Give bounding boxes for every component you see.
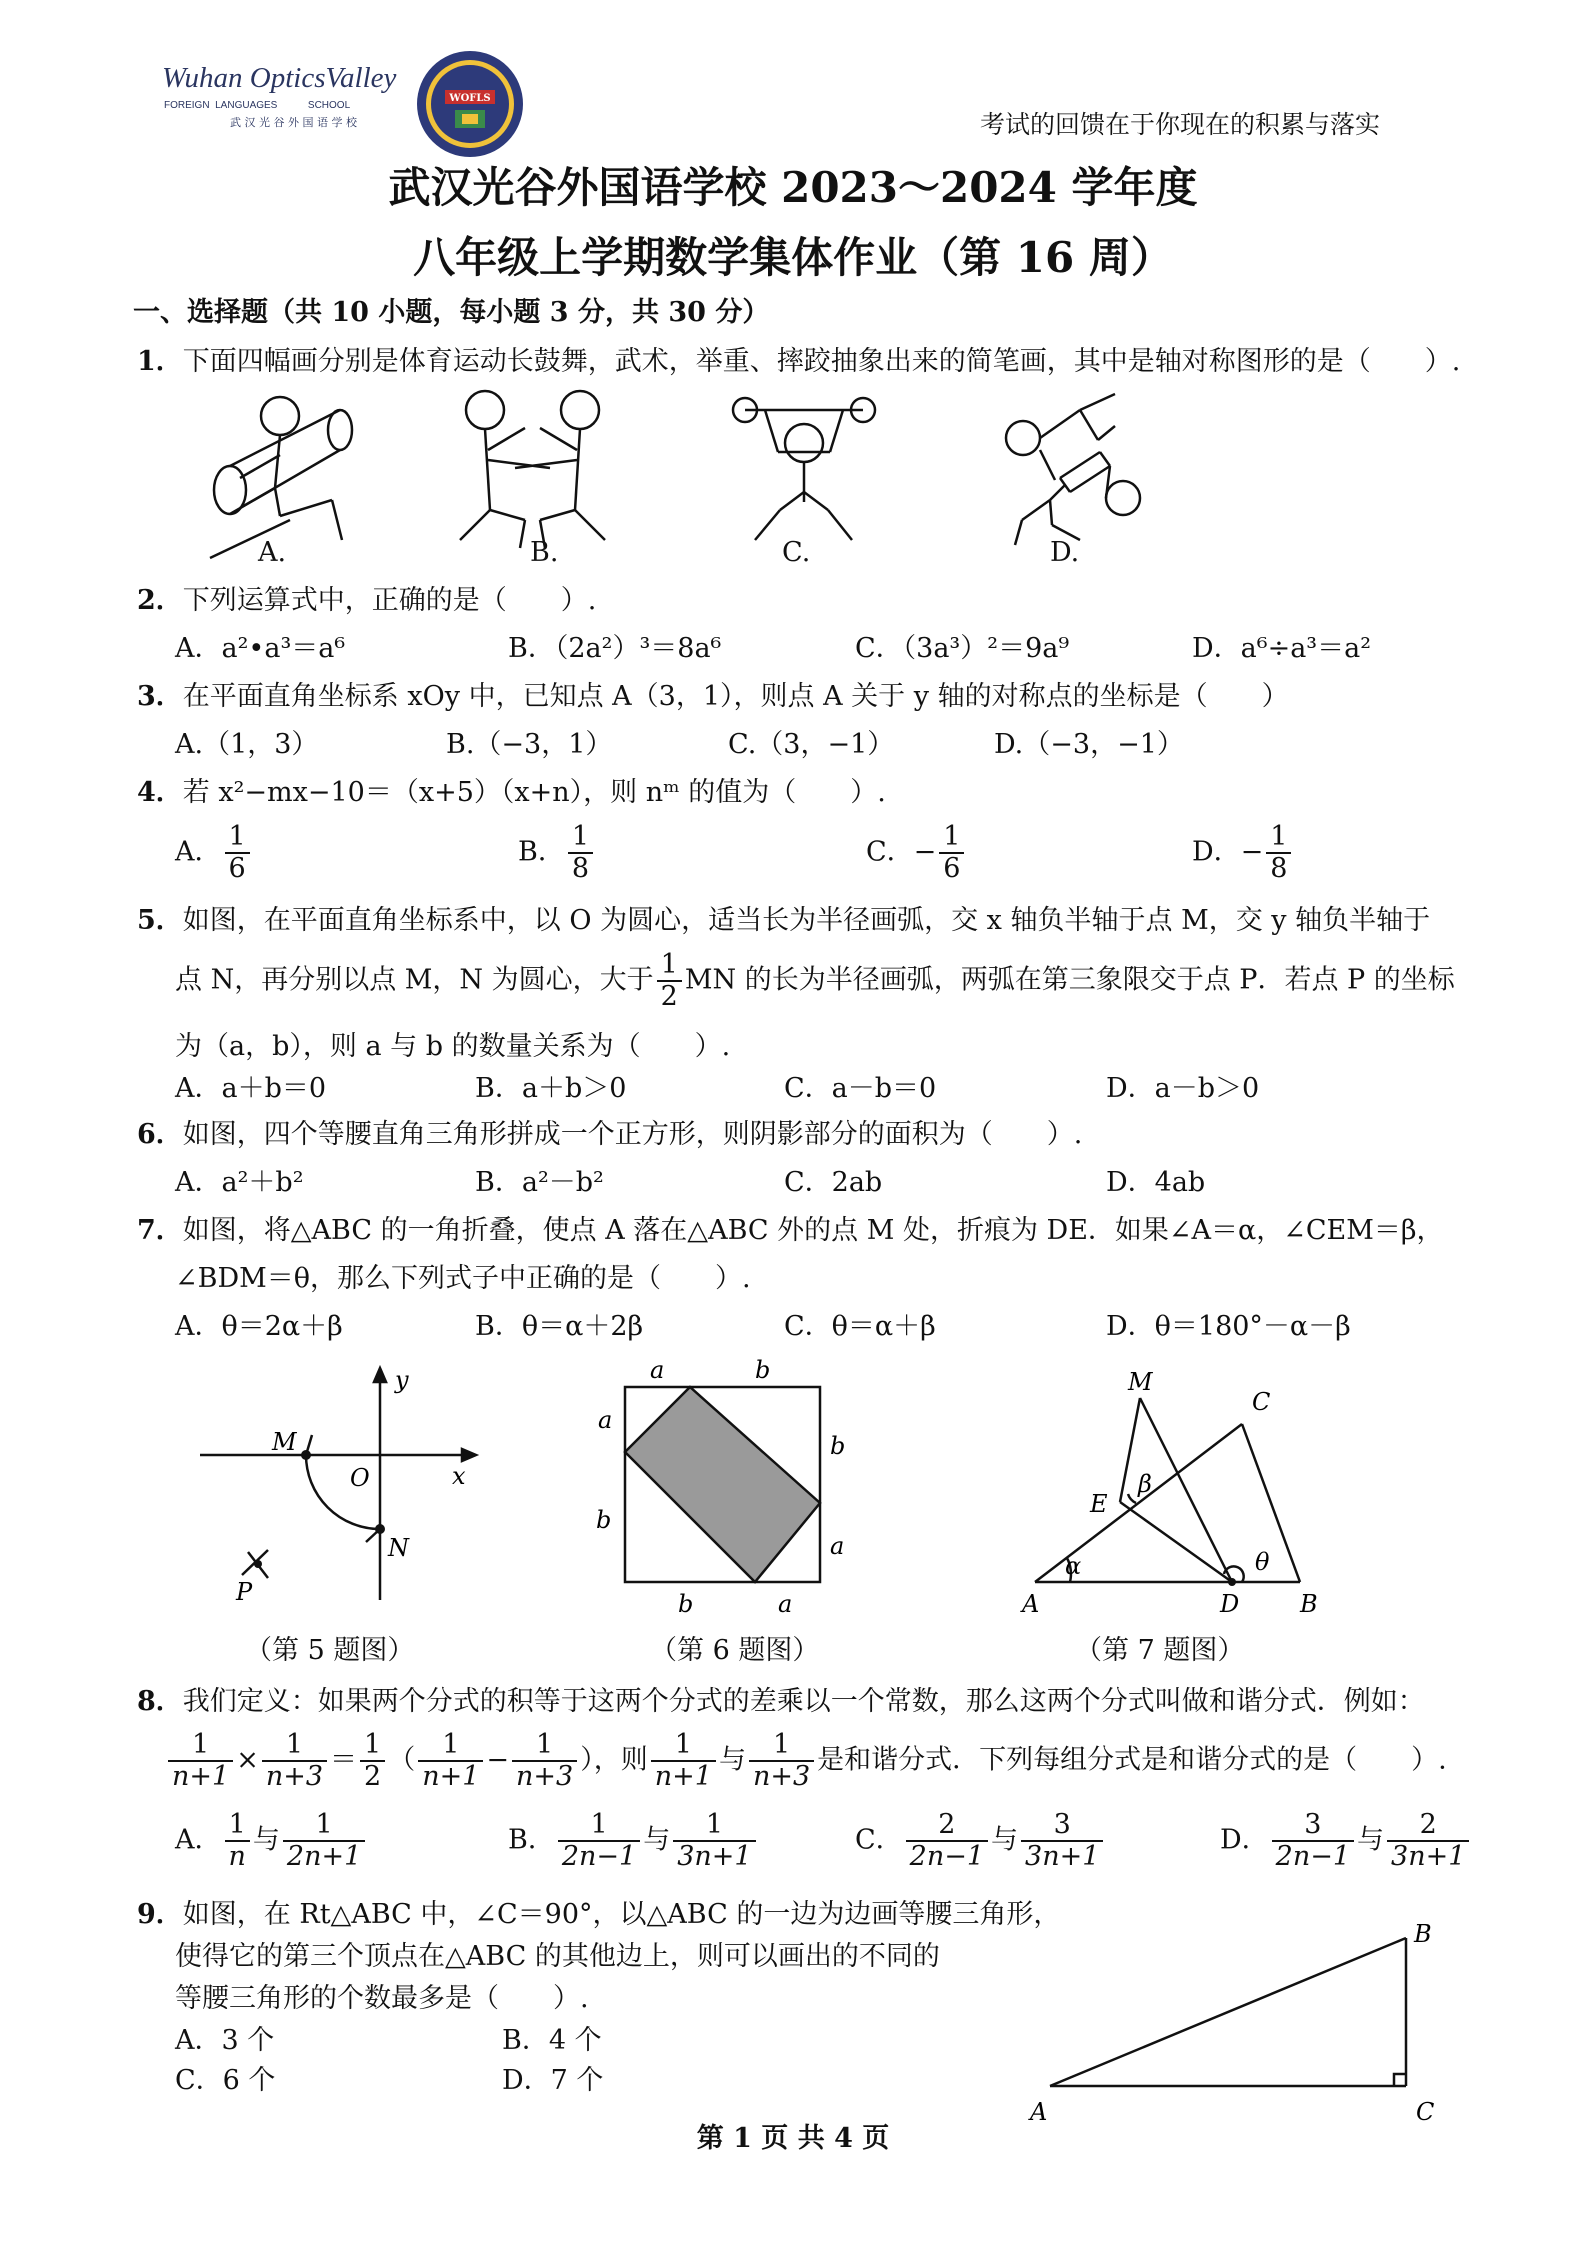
question-4: 4．若 x²−mx−10＝（x+5）（x+n），则 nᵐ 的值为（ ）. [137, 777, 886, 808]
question-6: 6．如图，四个等腰直角三角形拼成一个正方形，则阴影部分的面积为（ ）. [137, 1119, 1083, 1150]
question-7-option-c: C．θ＝α＋β [784, 1311, 936, 1342]
figure-5-caption: （第 5 题图） [245, 1635, 415, 1666]
question-2-option-a: A．a²•a³＝a⁶ [175, 633, 346, 664]
svg-text:A: A [1030, 2098, 1048, 2126]
question-7-option-a: A．θ＝2α＋β [175, 1311, 343, 1342]
figure-b-martial-arts-icon [460, 391, 605, 548]
svg-text:a: a [598, 1406, 613, 1434]
page-number: 第 1 页 共 4 页 [696, 2123, 890, 2154]
question-3-option-b: B.（−3，1） [446, 729, 613, 760]
figure-7-diagram [1010, 1360, 1340, 1630]
question-5-line-2: 点 N，再分别以点 M，N 为圆心，大于 $\frac{1}{2}$ MN 的长为半径画弧，两弧在第三象限交于点 P．若点 P 的坐标 [175, 949, 1455, 1012]
question-1: 1．下面四幅画分别是体育运动长鼓舞，武术，举重、摔跤抽象出来的简笔画，其中是轴对称图形的是（ ）. [137, 346, 1461, 377]
school-logo [160, 48, 530, 158]
svg-text:N: N [388, 1534, 409, 1562]
question-6-option-b: B．a²－b² [475, 1167, 604, 1198]
question-8-option-c: C． $\frac{2}{2n-1}$ 与 $\frac{3}{3n+1}$ [855, 1810, 1106, 1872]
question-4-option-d: D．− $\frac{1}{8}$ [1192, 822, 1294, 884]
page-subtitle: 八年级上学期数学集体作业（第 16 周） [413, 233, 1173, 282]
question-3-option-a: A.（1，3） [175, 729, 319, 760]
question-9-option-d: D．7 个 [502, 2065, 604, 2096]
logo-text-cn: 武 汉 光 谷 外 国 语 学 校 [230, 116, 357, 129]
svg-text:E: E [1090, 1490, 1108, 1518]
svg-text:C: C [1416, 2098, 1435, 2126]
question-4-option-a: A． $\frac{1}{6}$ [175, 822, 253, 884]
question-2: 2．下列运算式中，正确的是（ ）. [137, 585, 597, 616]
svg-text:C: C [1252, 1388, 1271, 1416]
question-3-option-c: C.（3，−1） [728, 729, 895, 760]
svg-text:WOFLS: WOFLS [449, 93, 491, 104]
svg-text:b: b [678, 1590, 694, 1618]
svg-text:x: x [452, 1462, 466, 1490]
question-9-line-2: 使得它的第三个顶点在△ABC 的其他边上，则可以画出的不同的 [175, 1941, 940, 1972]
question-5-option-c: C．a－b＝0 [784, 1073, 937, 1104]
question-1-label-c: C. [782, 537, 811, 568]
question-7-line-1: 7．如图，将△ABC 的一角折叠，使点 A 落在△ABC 外的点 M 处，折痕为 DE．如果∠A＝α，∠CEM＝β， [137, 1215, 1444, 1246]
question-3: 3．在平面直角坐标系 xOy 中，已知点 A（3，1），则点 A 关于 y 轴的对称点的坐标是（ ） [137, 681, 1289, 712]
question-3-option-d: D.（−3，−1） [994, 729, 1184, 760]
figure-6-diagram [580, 1350, 880, 1630]
question-8-line-1: 8．我们定义：如果两个分式的积等于这两个分式的差乘以一个常数，那么这两个分式叫做和谐分式．例如： [137, 1686, 1425, 1717]
school-badge-icon [415, 48, 525, 160]
question-2-option-c: C．（3a³）²＝9a⁹ [855, 633, 1070, 664]
question-7-option-d: D．θ＝180°－α－β [1106, 1311, 1351, 1342]
figure-a-drum-dance-icon [210, 397, 352, 558]
svg-text:M: M [1128, 1368, 1153, 1396]
motto: 考试的回馈在于你现在的积累与落实 [980, 110, 1381, 139]
svg-text:A: A [1022, 1590, 1040, 1618]
question-7-line-2: ∠BDM＝θ，那么下列式子中正确的是（ ）. [175, 1263, 751, 1294]
question-5-option-b: B．a＋b＞0 [475, 1073, 627, 1104]
svg-text:B: B [1300, 1590, 1318, 1618]
figure-7-caption: （第 7 题图） [1075, 1635, 1245, 1666]
question-1-label-d: D. [1050, 537, 1080, 568]
question-5-option-d: D．a－b＞0 [1106, 1073, 1260, 1104]
question-6-option-c: C．2ab [784, 1167, 883, 1198]
svg-text:b: b [755, 1356, 771, 1384]
svg-text:b: b [596, 1506, 612, 1534]
question-8-option-a: A． $\frac{1}{n}$ 与 $\frac{1}{2n+1}$ [175, 1810, 368, 1872]
question-4-option-c: C．− $\frac{1}{6}$ [866, 822, 967, 884]
question-8-example: $\frac{1}{n+1}$ × $\frac{1}{n+3}$ ＝ $\frac{1}{2}$ （ $\frac{1}{n+1}$ − $\frac{1}{n+3}$ ），则 $\frac{1}{n+1}$ 与 $\frac{1}{n+3}$ 是和谐分式．下列每组分式是和谐分式的是（ ）. [165, 1730, 1447, 1792]
question-5-option-a: A．a＋b＝0 [175, 1073, 327, 1104]
svg-text:B: B [1414, 1920, 1432, 1948]
question-9-option-a: A．3 个 [175, 2025, 275, 2056]
question-4-option-b: B． $\frac{1}{8}$ [518, 822, 596, 884]
question-7-option-b: B．θ＝α＋2β [475, 1311, 644, 1342]
question-5-line-1: 5．如图，在平面直角坐标系中，以 O 为圆心，适当长为半径画弧，交 x 轴负半轴于点 M，交 y 轴负半轴于 [137, 905, 1431, 936]
logo-text-sub: FOREIGN LANGUAGES SCHOOL [164, 100, 351, 111]
svg-text:P: P [236, 1578, 253, 1606]
svg-text:β: β [1138, 1470, 1152, 1498]
question-6-option-d: D．4ab [1106, 1167, 1206, 1198]
svg-text:a: a [778, 1590, 793, 1618]
question-8-option-d: D． $\frac{3}{2n-1}$ 与 $\frac{2}{3n+1}$ [1220, 1810, 1472, 1872]
question-1-label-a: A. [258, 537, 287, 568]
question-8-option-b: B． $\frac{1}{2n-1}$ 与 $\frac{1}{3n+1}$ [508, 1810, 759, 1872]
question-9-line-1: 9．如图，在 Rt△ABC 中，∠C＝90°，以△ABC 的一边为边画等腰三角形， [137, 1899, 1061, 1930]
question-2-option-b: B．（2a²）³＝8a⁶ [508, 633, 722, 664]
question-2-option-d: D．a⁶÷a³＝a² [1192, 633, 1372, 664]
question-9-option-b: B．4 个 [502, 2025, 602, 2056]
figure-c-weightlifting-icon [733, 398, 875, 540]
svg-text:a: a [830, 1532, 845, 1560]
logo-text-main: Wuhan OpticsValley [162, 62, 397, 94]
question-9-line-3: 等腰三角形的个数最多是（ ）. [175, 1983, 589, 2014]
svg-text:O: O [350, 1464, 370, 1492]
svg-text:a: a [650, 1356, 665, 1384]
figure-5-diagram [190, 1360, 490, 1620]
question-9-triangle-diagram [1020, 1910, 1450, 2130]
svg-text:α: α [1065, 1552, 1082, 1580]
question-1-label-b: B. [530, 537, 559, 568]
svg-text:M: M [272, 1428, 297, 1456]
question-9-option-c: C．6 个 [175, 2065, 276, 2096]
svg-text:θ: θ [1255, 1548, 1270, 1576]
figure-6-caption: （第 6 题图） [650, 1635, 820, 1666]
svg-text:D: D [1220, 1590, 1240, 1618]
question-1-figures [180, 380, 1180, 580]
figure-d-wrestling-icon [1006, 394, 1140, 545]
page-title: 武汉光谷外国语学校 2023～2024 学年度 [388, 163, 1198, 212]
section-heading: 一、选择题（共 10 小题，每小题 3 分，共 30 分） [133, 297, 770, 328]
svg-text:b: b [830, 1432, 846, 1460]
svg-text:y: y [395, 1366, 409, 1394]
question-6-option-a: A．a²＋b² [175, 1167, 304, 1198]
question-5-line-3: 为（a，b），则 a 与 b 的数量关系为（ ）. [175, 1031, 731, 1062]
